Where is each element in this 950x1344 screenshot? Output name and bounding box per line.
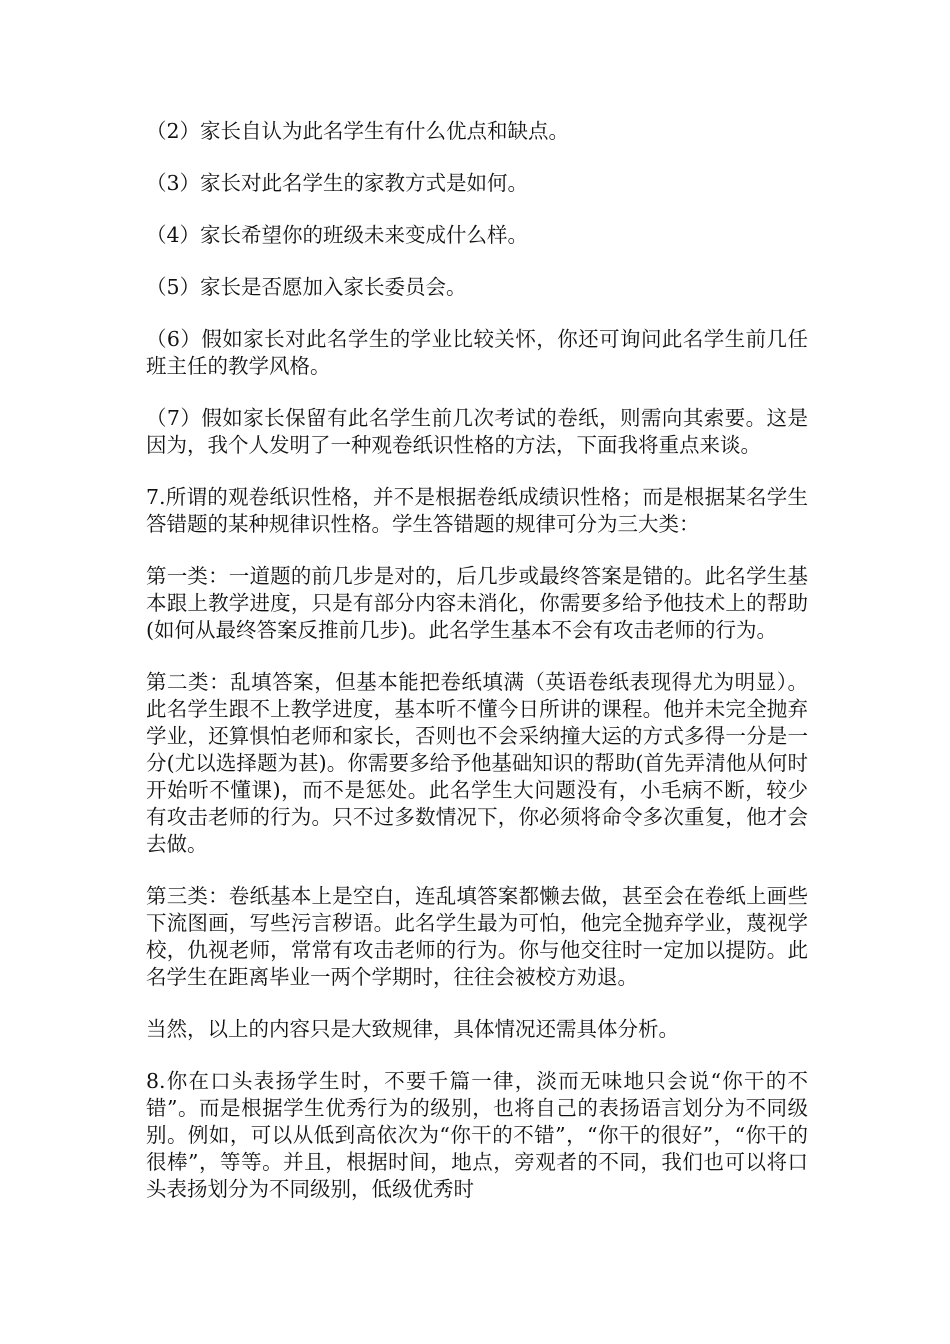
paragraph-item-2: （2）家长自认为此名学生有什么优点和缺点。 (146, 119, 570, 143)
paragraph-summary: 当然，以上的内容只是大致规律，具体情况还需具体分析。 (146, 1017, 679, 1041)
paragraph-item-3: （3）家长对此名学生的家教方式是如何。 (146, 171, 529, 195)
paragraph-item-7: （7）假如家长保留有此名学生前几次考试的卷纸，则需向其索要。这是因为，我个人发明了一种观卷纸识性格的方法，下面我将重点来谈。 (146, 406, 808, 457)
paragraph-item-4: （4）家长希望你的班级未来变成什么样。 (146, 223, 529, 247)
paragraph-section-8: 8.你在口头表扬学生时，不要千篇一律，淡而无味地只会说“你干的不错”。而是根据学生优秀行为的级别，也将自己的表扬语言划分为不同级别。例如，可以从低到高依次为“你干的不错”，“你干的很好”，“你干的很棒”，等等。并且，根据时间，地点，旁观者的不同，我们也可以将口头表扬划分为不同级别，低级优秀时 (146, 1069, 808, 1201)
paragraph-item-5: （5）家长是否愿加入家长委员会。 (146, 275, 467, 299)
document-body (146, 118, 808, 1228)
paragraph-category-1: 第一类：一道题的前几步是对的，后几步或最终答案是错的。此名学生基本跟上教学进度，只是有部分内容未消化，你需要多给予他技术上的帮助(如何从最终答案反推前几步)。此名学生基本不会有攻击老师的行为。 (146, 564, 808, 642)
paragraph-section-7: 7.所谓的观卷纸识性格，并不是根据卷纸成绩识性格；而是根据某名学生答错题的某种规律识性格。学生答错题的规律可分为三大类： (146, 485, 808, 536)
paragraph-category-2: 第二类：乱填答案，但基本能把卷纸填满（英语卷纸表现得尤为明显）。此名学生跟不上教学进度，基本听不懂今日所讲的课程。他并未完全抛弃学业，还算惧怕老师和家长，否则也不会采纳撞大运的方式多得一分是一分(尤以选择题为甚)。你需要多给予他基础知识的帮助(首先弄清他从何时开始听不懂课)，而不是惩处。此名学生大问题没有，小毛病不断，较少有攻击老师的行为。只不过多数情况下，你必须将命令多次重复，他才会去做。 (146, 670, 808, 856)
paragraph-category-3: 第三类：卷纸基本上是空白，连乱填答案都懒去做，甚至会在卷纸上画些下流图画，写些污言秽语。此名学生最为可怕，他完全抛弃学业，蔑视学校，仇视老师，常常有攻击老师的行为。你与他交往时一定加以提防。此名学生在距离毕业一两个学期时，往往会被校方劝退。 (146, 884, 808, 989)
paragraph-item-6: （6）假如家长对此名学生的学业比较关怀，你还可询问此名学生前几任班主任的教学风格。 (146, 327, 808, 378)
